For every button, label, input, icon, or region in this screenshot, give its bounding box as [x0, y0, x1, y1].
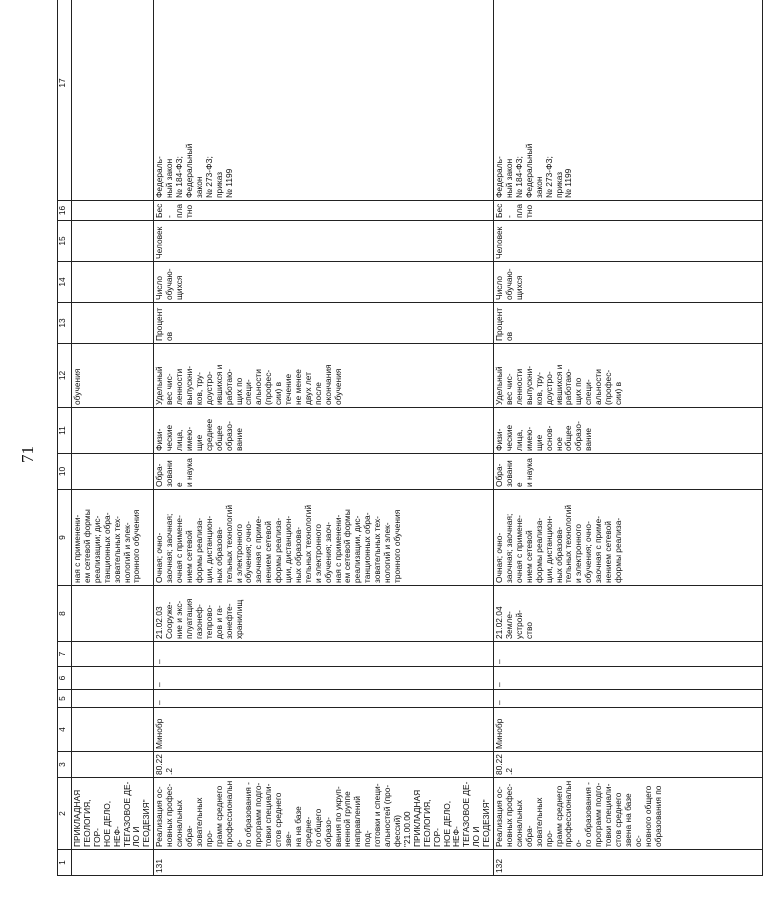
column-number-cell: 2	[58, 778, 72, 850]
column-number-cell: 13	[58, 303, 72, 344]
column-number-cell: 16	[58, 201, 72, 221]
service-name-continuation: ПРИКЛАДНАЯ ГЕОЛОГИЯ, ГОР- НОЕ ДЕЛО, НЕФ- ТЕГАЗОВОЕ ДЕ- ЛО И ГЕОДЕЗИЯ"	[72, 778, 154, 850]
table-cell	[72, 201, 154, 221]
table-cell	[72, 690, 154, 708]
specialty-cell: 21.02.03 Сооруже- ние и экс- плуатация газонеф- тепрово- дов и га- зонефте- хранилищ	[154, 586, 494, 642]
column-number-cell: 17	[58, 0, 72, 201]
table-cell	[72, 303, 154, 344]
column-number-cell: 9	[58, 490, 72, 586]
table-row	[494, 0, 763, 876]
payment-cell: Бес- платно	[154, 201, 494, 221]
table-cell	[72, 454, 154, 490]
continuation-row	[72, 0, 154, 876]
service-name-cell: Реализация ос- новных профес- сиональных обра- зовательных про- грамм среднего профессионально- го образования - программ подго- товки специали- стов среднего звена на базе ос- новного общего образования по	[494, 778, 763, 850]
column-number-cell: 6	[58, 667, 72, 690]
row-number-cell: 131	[154, 850, 494, 876]
table-cell	[72, 752, 154, 778]
table-cell	[72, 642, 154, 667]
sphere-cell: Обра- зование и наука	[154, 454, 494, 490]
unit-cell: Человек	[154, 221, 494, 262]
column-number-cell: 7	[58, 642, 72, 667]
table-cell	[72, 408, 154, 454]
legal-basis-cell: Федераль- ный закон № 184-ФЗ; Федеральный закон № 273-ФЗ; приказ № 1199	[154, 0, 494, 201]
okved-code-cell: 80.22.2	[154, 752, 494, 778]
study-forms-cell: Очная; очно- заочная; заочная; очная с примене- нием сетевой формы реализа- ции, дистанцион- ных образова- тельных технологий и электронного обучения; очно- заочная с приме- нением сетевой формы реализа- ции, дистанцион- ных образова- тельных технологий и электронного обучения; заоч- ная с применени- ем сетевой формы реализации, дис- танционных обра- зовательных тех- нологий и элек- тронного обучения	[154, 490, 494, 586]
sphere-cell: Обра- зование и наука	[494, 454, 763, 490]
column-number-cell: 12	[58, 344, 72, 408]
ministry-cell: Минобр	[154, 708, 494, 752]
column-number-cell: 4	[58, 708, 72, 752]
table-cell	[72, 850, 154, 876]
row-number-cell: 132	[494, 850, 763, 876]
column-number-cell: 8	[58, 586, 72, 642]
column-number-cell: 1	[58, 850, 72, 876]
ministry-cell: Минобр	[494, 708, 763, 752]
table-cell: –	[154, 690, 494, 708]
table-cell	[72, 708, 154, 752]
table-cell: –	[494, 642, 763, 667]
table-cell	[72, 586, 154, 642]
column-number-cell: 5	[58, 690, 72, 708]
volume-indicator-cell: Число обучаю- щихся	[494, 262, 763, 303]
table-cell	[72, 0, 154, 201]
column-number-cell: 3	[58, 752, 72, 778]
table-cell: –	[154, 642, 494, 667]
service-name-cell: Реализация ос- новных профес- сиональных обра- зовательных про- грамм среднего профессионально- го образования - программ подго- товки специали- стов среднего зве- на на базе средне- го общего образо- вания по укруп- ненной группе направлений под- готовки и специ- альностей (про- фессий) "21.00.00 ПРИКЛАДНАЯ ГЕОЛОГИЯ, ГОР- НОЕ ДЕЛО, НЕФ- ТЕГАЗОВОЕ ДЕ- ЛО И ГЕОДЕЗИЯ"	[154, 778, 494, 850]
quality-indicator-cell: Удельный вес чис- ленности выпускни- ков, тру- доустро- ившихся и работаю- щих по специ- альности (профес- сии) в	[494, 344, 763, 408]
table-cell	[72, 667, 154, 690]
okved-code-cell: 80.22.2	[494, 752, 763, 778]
recipients-cell: Физи- ческие лица, имею- щие основ- ное общее образо- вание	[494, 408, 763, 454]
indicator-continuation: обучения	[72, 344, 154, 408]
registry-table	[57, 0, 763, 876]
table-cell: –	[494, 667, 763, 690]
column-number-row	[58, 0, 72, 876]
column-number-cell: 15	[58, 221, 72, 262]
table-cell: –	[494, 690, 763, 708]
column-number-cell: 11	[58, 408, 72, 454]
quality-indicator-cell: Удельный вес чис- ленности выпускни- ков, тру- доустро- ившихся и работаю- щих по специ- альности (профес- сии) в течение не менее двух лет после окончания обучения	[154, 344, 494, 408]
table-cell: –	[154, 667, 494, 690]
table-cell	[72, 262, 154, 303]
unit-cell: Процентов	[154, 303, 494, 344]
specialty-cell: 21.02.04 Земле- устрой- ство	[494, 586, 763, 642]
column-number-cell: 14	[58, 262, 72, 303]
payment-cell: Бес- платно	[494, 201, 763, 221]
forms-continuation: ная с применени- ем сетевой формы реализации; дис- танционных обра- зовательных тех- нологий и элек- тронного обучения	[72, 490, 154, 586]
table-row	[154, 0, 494, 876]
volume-indicator-cell: Число обучаю- щихся	[154, 262, 494, 303]
page-number: 71	[18, 446, 37, 463]
unit-cell: Человек	[494, 221, 763, 262]
table-cell	[72, 221, 154, 262]
study-forms-cell: Очная; очно- заочная; заочная; очная с примене- нием сетевой формы реализа- ции, дистанцион- ных образова- тельных технологий и электронного обучения; очно- заочная с приме- нением сетевой формы реализа-	[494, 490, 763, 586]
unit-cell: Процентов	[494, 303, 763, 344]
recipients-cell: Физи- ческие лица, имею- щие среднее общее образо- вание	[154, 408, 494, 454]
column-number-cell: 10	[58, 454, 72, 490]
legal-basis-cell: Федераль- ный закон № 184-ФЗ; Федеральный закон № 273-ФЗ; приказ № 1199	[494, 0, 763, 201]
